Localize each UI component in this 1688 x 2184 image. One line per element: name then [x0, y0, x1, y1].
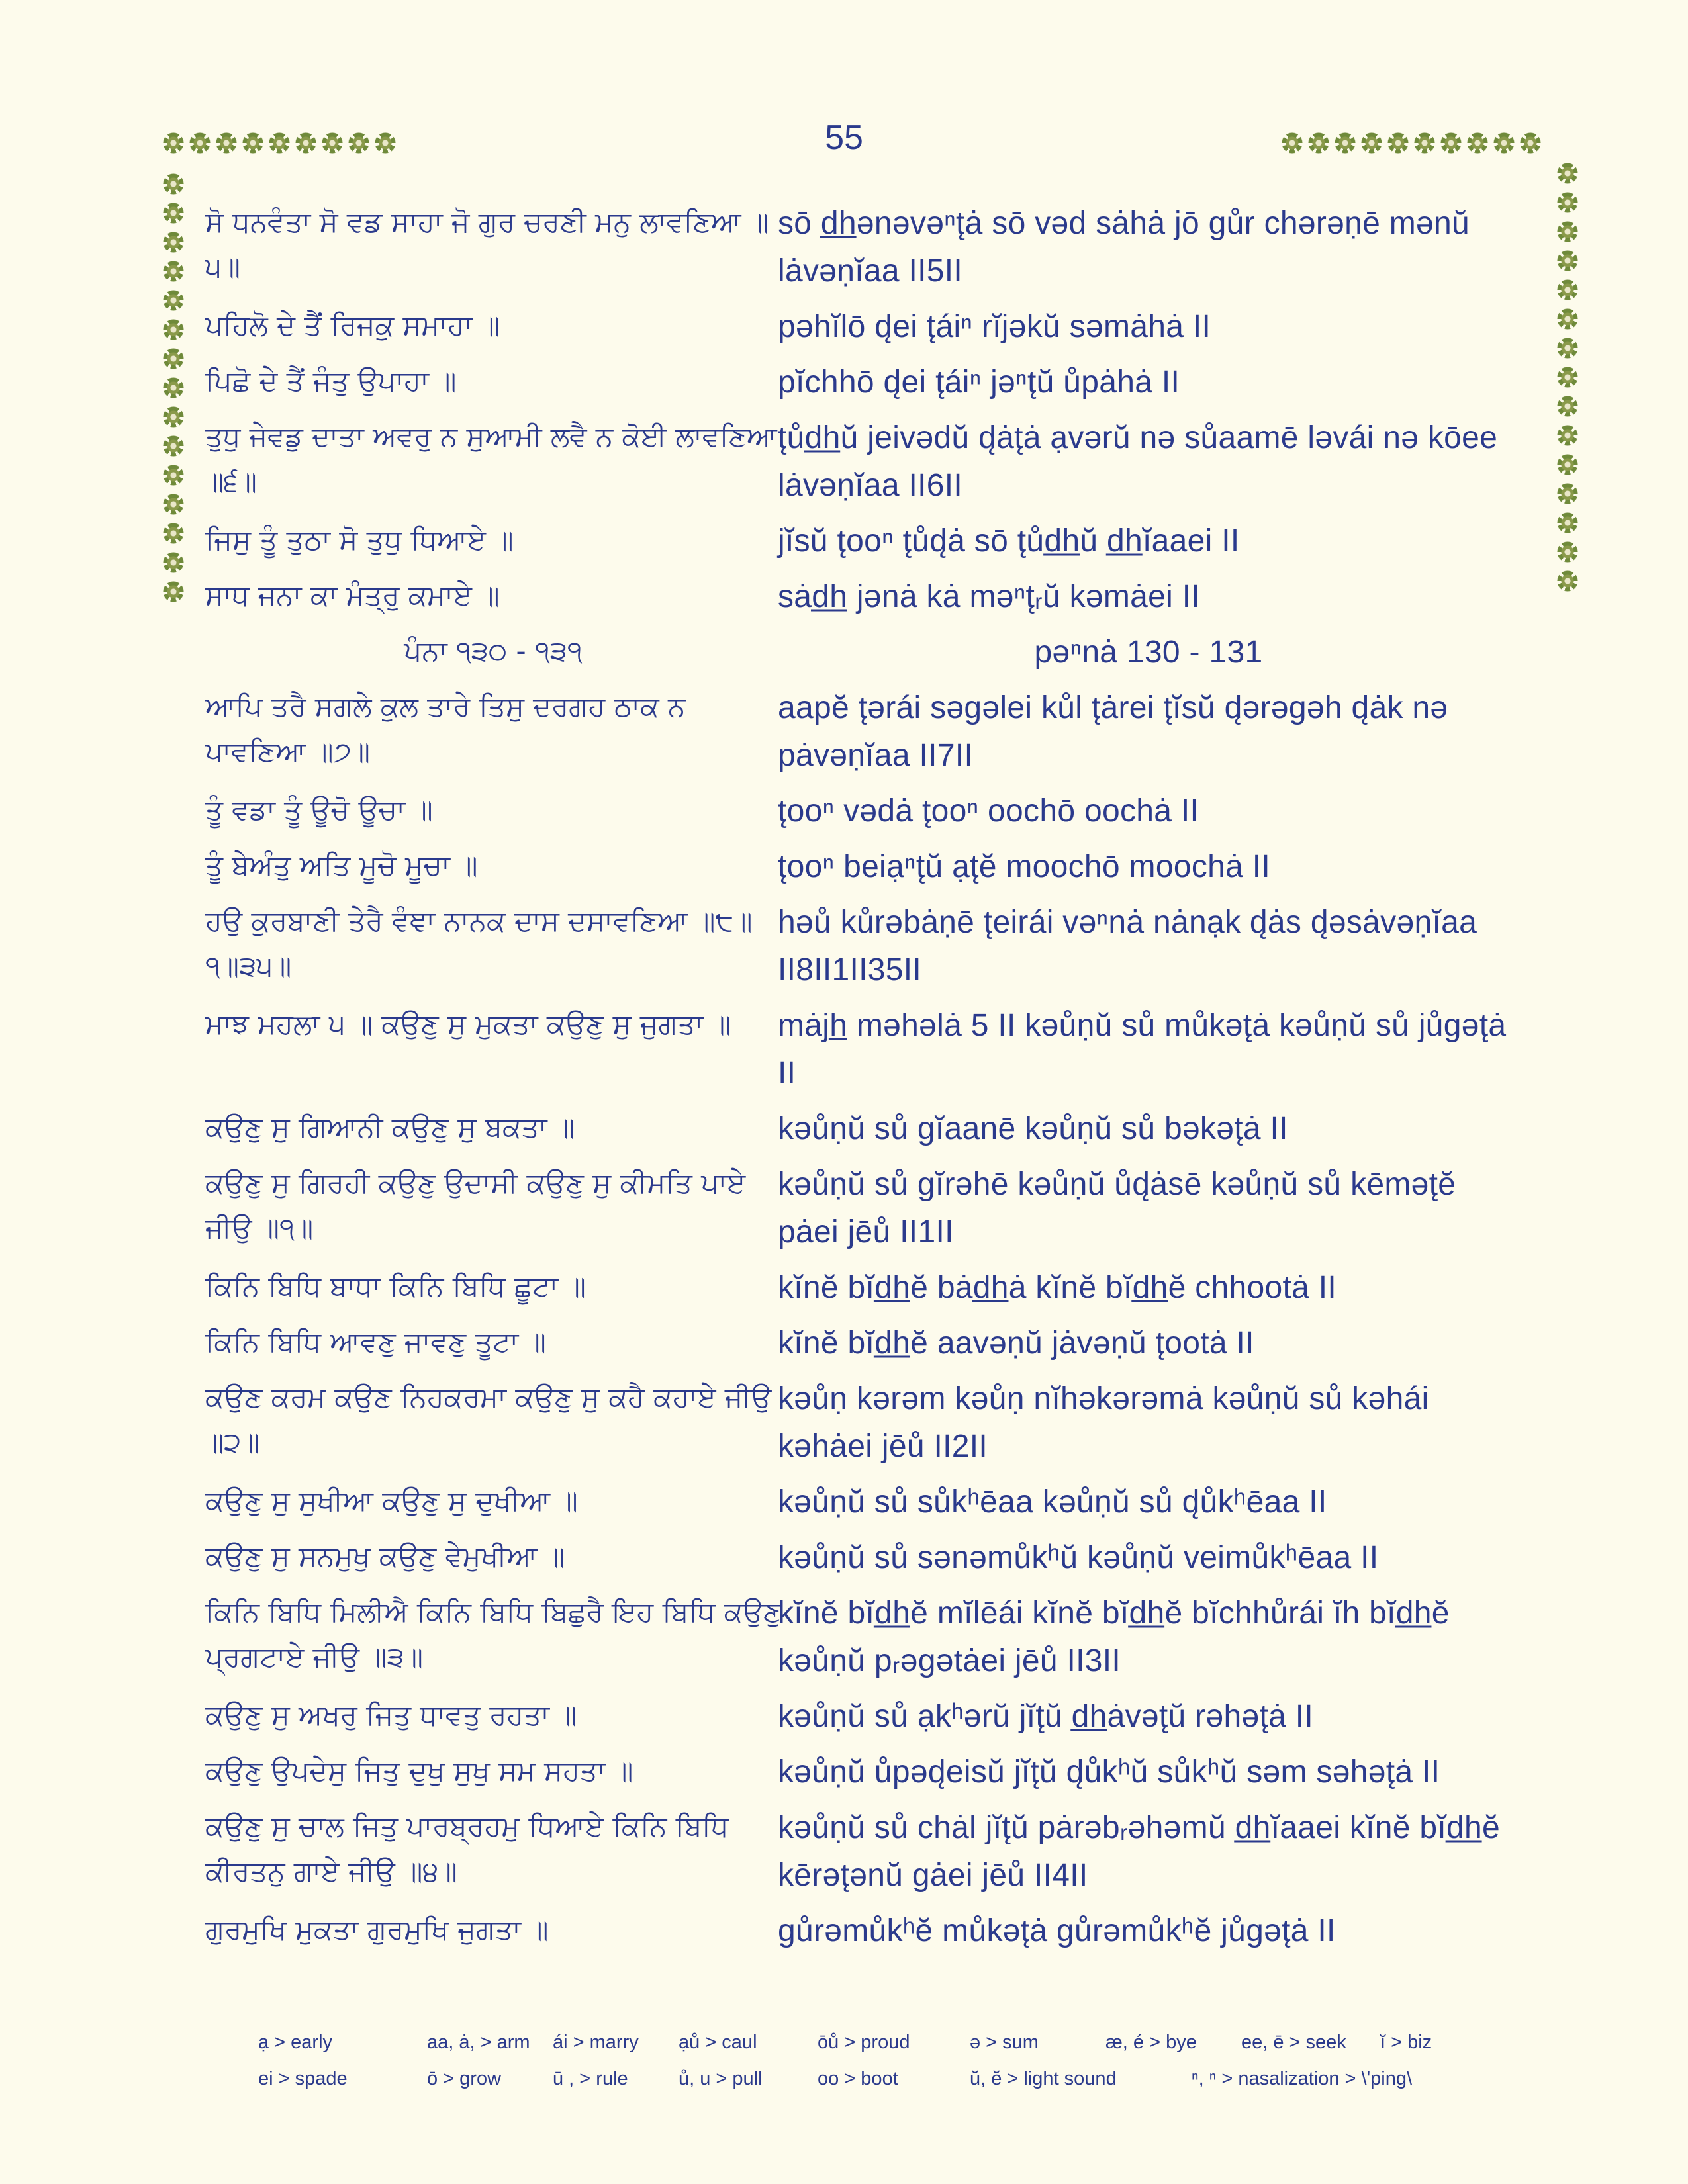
verse-transliteration: t̨ůd̲h̲ŭ jeivədŭ d̨ȧt̨ȧ ạvərŭ nə sůaamē ləvái nə kōee lȧvəṇĭaa II6II — [778, 420, 1498, 503]
verse-row — [205, 303, 1523, 351]
flower-ornament-icon — [1557, 367, 1578, 388]
verse-transliteration: kĭnĕ bĭd̲h̲ĕ bȧd̲h̲ȧ kĭnĕ bĭd̲h̲ĕ chhootȧ II — [778, 1270, 1337, 1305]
legend-item: ŭ, ĕ > light sound — [970, 2068, 1117, 2089]
flower-ornament-icon — [163, 406, 184, 428]
verse-transliteration: kəůṇŭ sů sənəmůkʰŭ kəůṇŭ veimůkʰēaa II — [778, 1540, 1379, 1575]
verse-row — [205, 684, 1523, 780]
verse-row — [205, 518, 1523, 565]
flower-ornament-icon — [216, 132, 237, 154]
flower-ornament-icon — [242, 132, 263, 154]
verse-transliteration: kəůṇŭ sů sůkʰēaa kəůṇŭ sů d̨ůkʰēaa II — [778, 1484, 1327, 1520]
flower-ornament-icon — [1335, 132, 1356, 154]
verse-transliteration: mȧjh̲ məhəlȧ 5 II kəůṇŭ sů můkət̨ȧ kəůṇŭ sů jůgət̨ȧ II — [778, 1008, 1507, 1091]
legend-row — [258, 2032, 1516, 2054]
verse-gurmukhi: ਗੁਰਮੁਖਿ ਮੁਕਤਾ ਗੁਰਮੁਖਿ ਜੁਗਤਾ ॥ — [205, 1913, 549, 1946]
legend-row — [258, 2068, 1516, 2090]
verse-gurmukhi: ਪਿਛੋ ਦੇ ਤੈਂ ਜੰਤੁ ਉਪਾਹਾ ॥ — [205, 365, 457, 397]
section-header-translit: pəⁿnȧ 130 - 131 — [1034, 635, 1263, 670]
verse-gurmukhi: ਸਾਧ ਜਨਾ ਕਾ ਮੰਤ੍ਰੁ ਕਮਾਏ ॥ — [205, 579, 500, 612]
verse-row — [205, 200, 1523, 295]
top-left-ornament-row — [163, 132, 396, 154]
flower-ornament-icon — [375, 132, 396, 154]
flower-ornament-icon — [163, 581, 184, 602]
legend-item: ū , > rule — [553, 2068, 628, 2089]
verse-gurmukhi: ਕਉਣੁ ਸੁ ਚਾਲ ਜਿਤੁ ਪਾਰਬ੍ਰਹਮੁ ਧਿਆਏ ਕਿਨਿ ਬਿਧਿ ਕੀਰਤਨੁ ਗਾਏ ਜੀਉ ॥੪॥ — [205, 1810, 729, 1888]
flower-ornament-icon — [163, 552, 184, 573]
flower-ornament-icon — [1493, 132, 1515, 154]
verse-transliteration: aapĕ t̨ərái səgəlei kůl t̨ȧrei t̨ĭsŭ d̨ərəgəh d̨ȧk nə pȧvəṇĭaa II7II — [778, 690, 1448, 773]
flower-ornament-icon — [1557, 308, 1578, 330]
flower-ornament-icon — [163, 261, 184, 282]
verse-gurmukhi: ਸੋ ਧਨਵੰਤਾ ਸੋ ਵਡ ਸਾਹਾ ਜੋ ਗੁਰ ਚਰਣੀ ਮਨੁ ਲਾਵਣਿਆ ॥੫॥ — [205, 206, 769, 283]
flower-ornament-icon — [1520, 132, 1541, 154]
flower-ornament-icon — [163, 132, 184, 154]
flower-ornament-icon — [163, 203, 184, 224]
verse-gurmukhi: ਪਹਿਲੋ ਦੇ ਤੈਂ ਰਿਜਕੁ ਸਮਾਹਾ ॥ — [205, 309, 500, 341]
verse-transliteration: gůrəmůkʰĕ můkət̨ȧ gůrəmůkʰĕ jůgət̨ȧ II — [778, 1913, 1336, 1948]
flower-ornament-icon — [163, 494, 184, 515]
flower-ornament-icon — [1387, 132, 1409, 154]
flower-ornament-icon — [163, 232, 184, 253]
flower-ornament-icon — [269, 132, 290, 154]
right-ornament-column — [1557, 163, 1578, 592]
flower-ornament-icon — [1557, 483, 1578, 504]
flower-ornament-icon — [163, 173, 184, 195]
flower-ornament-icon — [1467, 132, 1488, 154]
legend-item: ů, u > pull — [679, 2068, 763, 2089]
verse-transliteration: sō d̲h̲ənəvəⁿt̨ȧ sō vəd sȧhȧ jō gůr chərəṇē mənŭ lȧvəṇĭaa II5II — [778, 206, 1470, 289]
flower-ornament-icon — [1557, 279, 1578, 300]
verse-row — [205, 1907, 1523, 1955]
verse-gurmukhi: ਮਾਝ ਮਹਲਾ ੫ ॥ ਕਉਣੁ ਸੁ ਮੁਕਤਾ ਕਉਣੁ ਸੁ ਜੁਗਤਾ ॥ — [205, 1008, 731, 1040]
flower-ornament-icon — [295, 132, 316, 154]
legend-item: ō > grow — [427, 2068, 502, 2089]
flower-ornament-icon — [1557, 454, 1578, 475]
verse-gurmukhi: ਕਿਨਿ ਬਿਧਿ ਬਾਧਾ ਕਿਨਿ ਬਿਧਿ ਛੂਟਾ ॥ — [205, 1270, 586, 1302]
verse-row — [205, 843, 1523, 891]
legend-item: ạů > caul — [679, 2032, 757, 2053]
flower-ornament-icon — [1557, 163, 1578, 184]
verse-row — [205, 1002, 1523, 1097]
verse-gurmukhi: ਕਿਨਿ ਬਿਧਿ ਆਵਣੁ ਜਾਵਣੁ ਤੂਟਾ ॥ — [205, 1326, 546, 1358]
verse-row — [205, 1264, 1523, 1312]
legend-item: ĭ > biz — [1380, 2032, 1432, 2053]
verse-gurmukhi: ਕਉਣੁ ਉਪਦੇਸੁ ਜਿਤੁ ਦੁਖੁ ਸੁਖੁ ਸਮ ਸਹਤਾ ॥ — [205, 1754, 633, 1787]
verse-gurmukhi: ਕਉਣੁ ਸੁ ਸੁਖੀਆ ਕਉਣੁ ਸੁ ਦੁਖੀਆ ॥ — [205, 1484, 578, 1517]
legend-item: æ, é > bye — [1105, 2032, 1197, 2053]
verse-gurmukhi: ਕਉਣੁ ਸੁ ਅਖਰੁ ਜਿਤੁ ਧਾਵਤੁ ਰਹਤਾ ॥ — [205, 1699, 577, 1731]
section-header-gurmukhi: ਪੰਨਾ ੧੩੦ - ੧੩੧ — [404, 635, 583, 667]
verse-transliteration: t̨ooⁿ beiạⁿt̨ŭ ạt̨ĕ moochō moochȧ II — [778, 849, 1271, 884]
flower-ornament-icon — [189, 132, 211, 154]
flower-ornament-icon — [1557, 338, 1578, 359]
verse-gurmukhi: ਜਿਸੁ ਤੂੰ ਤੁਠਾ ਸੋ ਤੁਧੁ ਧਿਆਏ ॥ — [205, 523, 514, 556]
flower-ornament-icon — [1557, 541, 1578, 563]
verse-transliteration: kəůṇŭ sů ạkʰərŭ jĭt̨ŭ d̲h̲ȧvət̨ŭ rəhət̨ȧ II — [778, 1699, 1313, 1734]
legend-item: ee, ē > seek — [1241, 2032, 1346, 2053]
verse-transliteration: kəůṇŭ ůpəd̨eisŭ jĭt̨ŭ d̨ůkʰŭ sůkʰŭ səm səhət̨ȧ II — [778, 1754, 1440, 1790]
verse-transliteration: kĭnĕ bĭd̲h̲ĕ mĭlēái kĭnĕ bĭd̲h̲ĕ bĭchhůrái ĭh bĭd̲h̲ĕ kəůṇŭ pᵣəgətȧei jēů II3II — [778, 1596, 1450, 1678]
flower-ornament-icon — [163, 348, 184, 369]
flower-ornament-icon — [348, 132, 369, 154]
verse-list — [205, 200, 1523, 1963]
top-right-ornament-row — [1282, 132, 1541, 154]
verse-transliteration: pĭchhō d̨ei t̨áiⁿ jəⁿt̨ŭ ůpȧhȧ II — [778, 365, 1180, 400]
flower-ornament-icon — [1282, 132, 1303, 154]
flower-ornament-icon — [163, 319, 184, 340]
verse-gurmukhi: ਹਉ ਕੁਰਬਾਣੀ ਤੇਰੈ ਵੰਞਾ ਨਾਨਕ ਦਾਸ ਦਸਾਵਣਿਆ ॥੮॥੧॥੩੫॥ — [205, 905, 753, 982]
flower-ornament-icon — [163, 523, 184, 544]
left-ornament-column — [163, 173, 184, 602]
flower-ornament-icon — [1361, 132, 1382, 154]
legend-item: ə > sum — [970, 2032, 1039, 2053]
flower-ornament-icon — [1557, 192, 1578, 213]
flower-ornament-icon — [163, 290, 184, 311]
verse-gurmukhi: ਕਉਣ ਕਰਮ ਕਉਣ ਨਿਹਕਰਮਾ ਕਉਣੁ ਸੁ ਕਹੈ ਕਹਾਏ ਜੀਉ ॥੨॥ — [205, 1381, 772, 1459]
verse-row — [205, 573, 1523, 621]
verse-gurmukhi: ਤੂੰ ਵਡਾ ਤੂੰ ਊਚੋ ਊਚਾ ॥ — [205, 794, 433, 826]
verse-row — [205, 1320, 1523, 1367]
flower-ornament-icon — [1557, 512, 1578, 533]
flower-ornament-icon — [1414, 132, 1435, 154]
page-number: 55 — [825, 118, 863, 157]
verse-gurmukhi: ਤੂੰ ਬੇਅੰਤੁ ਅਤਿ ਮੂਚੋ ਮੂਚਾ ॥ — [205, 849, 478, 882]
verse-transliteration: pəhĭlō d̨ei t̨áiⁿ rĭjəkŭ səmȧhȧ II — [778, 309, 1211, 344]
verse-transliteration: kĭnĕ bĭd̲h̲ĕ aavəṇŭ jȧvəṇŭ t̨ootȧ II — [778, 1326, 1254, 1361]
flower-ornament-icon — [163, 465, 184, 486]
verse-row — [205, 1375, 1523, 1471]
flower-ornament-icon — [163, 377, 184, 398]
verse-gurmukhi: ਆਪਿ ਤਰੈ ਸਗਲੇ ਕੁਲ ਤਾਰੇ ਤਿਸੁ ਦਰਗਹ ਠਾਕ ਨ ਪਾਵਣਿਆ ॥੭॥ — [205, 690, 686, 768]
verse-transliteration: kəůṇ kərəm kəůṇ nĭhəkərəmȧ kəůṇŭ sů kəhái kəhȧei jēů II2II — [778, 1381, 1429, 1464]
verse-row — [205, 1534, 1523, 1582]
verse-row — [205, 1479, 1523, 1526]
verse-gurmukhi: ਤੁਧੁ ਜੇਵਡੁ ਦਾਤਾ ਅਵਰੁ ਨ ਸੁਆਮੀ ਲਵੈ ਨ ਕੋਈ ਲਾਵਣਿਆ ॥੬॥ — [205, 420, 777, 498]
legend-item: ⁿ, ⁿ > nasalization > \'ping\ — [1192, 2068, 1413, 2089]
legend-item: ei > spade — [258, 2068, 348, 2089]
flower-ornament-icon — [1557, 250, 1578, 271]
verse-gurmukhi: ਕਉਣੁ ਸੁ ਗਿਰਹੀ ਕਉਣੁ ਉਦਾਸੀ ਕਉਣੁ ਸੁ ਕੀਮਤਿ ਪਾਏ ਜੀਉ ॥੧॥ — [205, 1167, 746, 1244]
flower-ornament-icon — [163, 435, 184, 457]
verse-transliteration: kəůṇŭ sů chȧl jĭt̨ŭ pȧrəbᵣəhəmŭ d̲h̲ĭaaei kĭnĕ bĭd̲h̲ĕ kērət̨ənŭ gȧei jēů II4II — [778, 1810, 1500, 1893]
legend-item: ái > marry — [553, 2032, 639, 2053]
verse-gurmukhi: ਕਉਣੁ ਸੁ ਗਿਆਨੀ ਕਉਣੁ ਸੁ ਬਕਤਾ ॥ — [205, 1111, 575, 1144]
legend-item: oo > boot — [818, 2068, 898, 2089]
verse-transliteration: sȧd̲h̲ jənȧ kȧ məⁿt̨ᵣŭ kəmȧei II — [778, 579, 1201, 614]
flower-ornament-icon — [1557, 221, 1578, 242]
flower-ornament-icon — [322, 132, 343, 154]
flower-ornament-icon — [1557, 396, 1578, 417]
verse-row — [205, 1693, 1523, 1741]
verse-row — [205, 899, 1523, 994]
flower-ornament-icon — [1308, 132, 1329, 154]
legend-item: aa, ȧ, > arm — [427, 2032, 530, 2053]
verse-row — [205, 1161, 1523, 1256]
verse-row — [205, 1749, 1523, 1796]
verse-row — [205, 788, 1523, 835]
legend-item: ōů > proud — [818, 2032, 910, 2053]
verse-transliteration: həů kůrəbȧṇē t̨eirái vəⁿnȧ nȧnạk d̨ȧs d̨əsȧvəṇĭaa II8II1II35II — [778, 905, 1477, 987]
verse-gurmukhi: ਕਿਨਿ ਬਿਧਿ ਮਿਲੀਐ ਕਿਨਿ ਬਿਧਿ ਬਿਛੁਰੈ ਇਹ ਬਿਧਿ ਕਉਣੁ ਪ੍ਰਗਟਾਏ ਜੀਉ ॥੩॥ — [205, 1596, 781, 1673]
verse-gurmukhi: ਕਉਣੁ ਸੁ ਸਨਮੁਖੁ ਕਉਣੁ ਵੇਮੁਖੀਆ ॥ — [205, 1540, 565, 1572]
pronunciation-legend — [258, 2032, 1516, 2105]
verse-row — [205, 1590, 1523, 1685]
flower-ornament-icon — [1440, 132, 1462, 154]
verse-row — [205, 1804, 1523, 1899]
verse-transliteration: t̨ooⁿ vədȧ t̨ooⁿ oochō oochȧ II — [778, 794, 1199, 829]
section-header — [205, 629, 1523, 676]
legend-item: ạ > early — [258, 2032, 333, 2053]
verse-transliteration: kəůṇŭ sů gĭaanē kəůṇŭ sů bəkət̨ȧ II — [778, 1111, 1288, 1146]
verse-row — [205, 1105, 1523, 1153]
verse-transliteration: kəůṇŭ sů gĭrəhē kəůṇŭ ůd̨ȧsē kəůṇŭ sů kēmət̨ĕ pȧei jēů II1II — [778, 1167, 1456, 1250]
verse-row — [205, 414, 1523, 510]
verse-row — [205, 359, 1523, 406]
flower-ornament-icon — [1557, 425, 1578, 446]
verse-transliteration: jĭsŭ t̨ooⁿ t̨ůd̨ȧ sō t̨ůd̲h̲ŭ d̲h̲ĭaaei II — [778, 523, 1240, 559]
flower-ornament-icon — [1557, 570, 1578, 592]
